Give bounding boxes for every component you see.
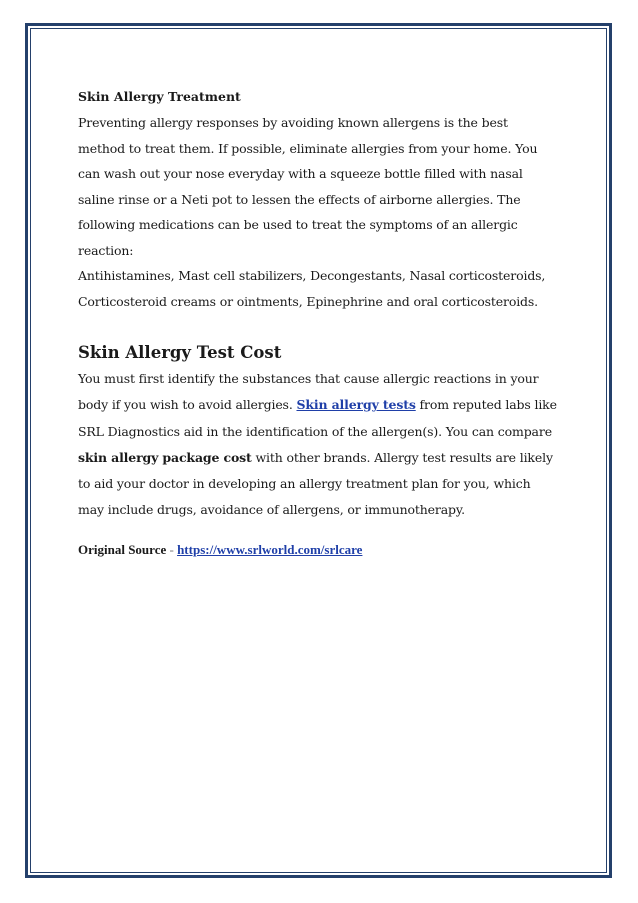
source-separator: - [166,541,178,557]
test-cost-text-3: with other brands. Allergy test results are likely to aid your doctor in developing an allergy treatment plan for you, which may include drugs, avoidance of allergens, or immunotherapy. [78,449,553,518]
medications-list: Antihistamines, Mast cell stabilizers, Decongestants, Nasal corticosteroids, Corticosteroid creams or ointments, Epinephrine and oral corticosteroids. [78,268,546,309]
test-cost-text-1: You must first identify the substances that cause allergic reactions in your body if you wish to avoid allergies. [78,371,539,413]
source-label: Original Source [78,541,167,557]
test-cost-heading: Skin Allergy Test Cost [78,343,282,362]
original-source-line [78,542,558,558]
treatment-heading: Skin Allergy Treatment [78,89,241,104]
skin-allergy-tests-link[interactable]: Skin allergy tests [296,397,416,413]
package-cost-bold: skin allergy package cost [78,449,252,465]
test-cost-text-2: from reputed labs like SRL Diagnostics aid in the identification of the allergen(s). You can compare [78,397,557,439]
test-cost-paragraph [78,366,558,524]
source-url-link[interactable]: https://www.srlworld.com/srlcare [177,541,363,557]
document-body [78,88,558,558]
treatment-paragraph: Preventing allergy responses by avoiding known allergens is the best method to treat them. If possible, eliminate allergies from your home. You can wash out your nose everyday with a squeeze bottle filled with nasal saline rinse or a Neti pot to lessen the effects of airborne allergies. The following medications can be used to treat the symptoms of an allergic reaction: [78,115,538,258]
